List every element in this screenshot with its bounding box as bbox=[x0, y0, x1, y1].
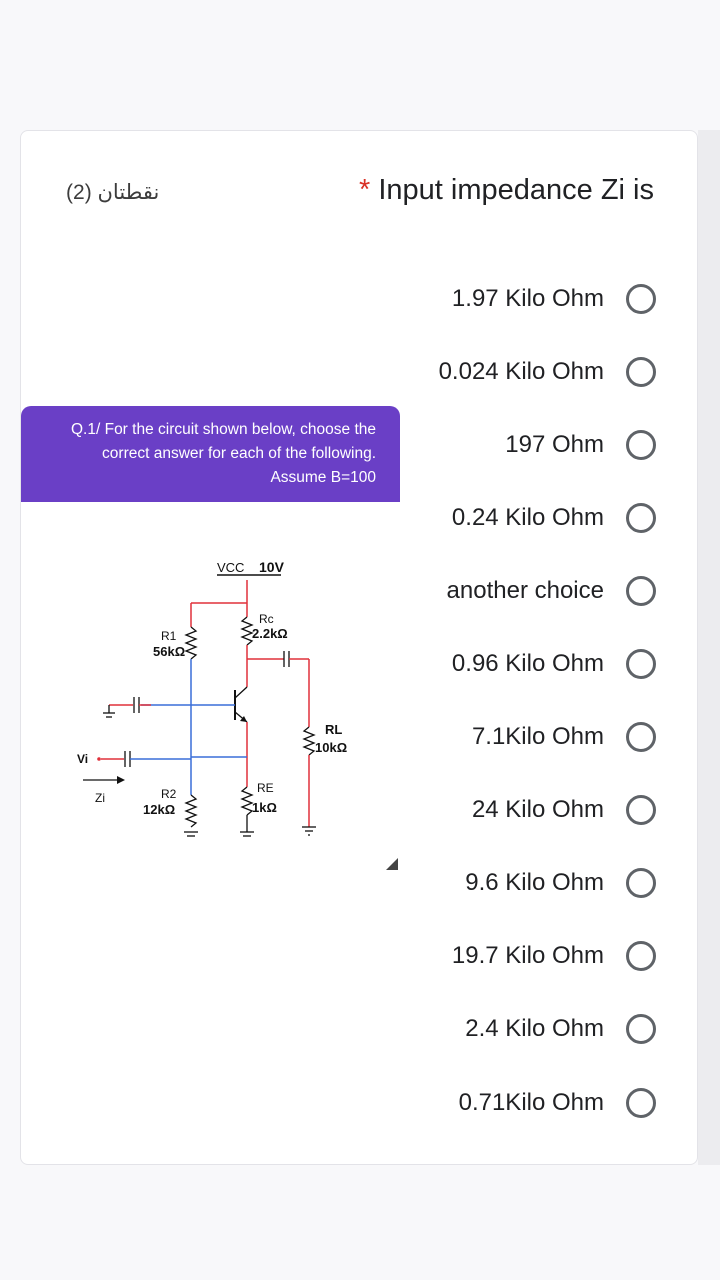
vi-label: Vi bbox=[77, 752, 89, 766]
option-label: 0.71Kilo Ohm bbox=[458, 1088, 604, 1116]
r2-resistor bbox=[186, 795, 196, 827]
r2-value: 12kΩ bbox=[143, 802, 176, 817]
option-8[interactable] bbox=[336, 774, 656, 847]
banner-line-1: Q.1/ For the circuit shown below, choose the bbox=[71, 421, 376, 438]
vcc-value: 10V bbox=[259, 559, 284, 575]
radio-button[interactable] bbox=[626, 1088, 656, 1118]
r2-label: R2 bbox=[161, 787, 177, 801]
option-9[interactable] bbox=[336, 847, 656, 920]
banner-line-2: correct answer for each of the following. bbox=[102, 445, 376, 462]
rl-value: 10kΩ bbox=[315, 740, 348, 755]
radio-button[interactable] bbox=[626, 357, 656, 387]
radio-button[interactable] bbox=[626, 284, 656, 314]
option-label: 19.7 Kilo Ohm bbox=[451, 942, 604, 970]
banner-line-3: Assume B=100 bbox=[270, 469, 376, 486]
rc-value: 2.2kΩ bbox=[252, 626, 288, 641]
rl-label: RL bbox=[325, 722, 343, 737]
re-label: RE bbox=[257, 781, 274, 795]
option-label: 0.024 Kilo Ohm bbox=[438, 357, 604, 385]
option-5[interactable] bbox=[336, 554, 656, 627]
re-resistor bbox=[242, 787, 252, 815]
transistor-collector bbox=[235, 687, 247, 698]
option-7[interactable] bbox=[336, 701, 656, 774]
option-10[interactable] bbox=[336, 920, 656, 993]
radio-button[interactable] bbox=[626, 722, 656, 752]
required-asterisk: * bbox=[359, 174, 371, 206]
vcc-label: VCC bbox=[217, 560, 245, 575]
r1-resistor bbox=[186, 627, 196, 659]
option-2[interactable] bbox=[336, 335, 656, 408]
option-3[interactable] bbox=[336, 408, 656, 481]
option-label: 9.6 Kilo Ohm bbox=[465, 869, 604, 897]
radio-button[interactable] bbox=[626, 941, 656, 971]
question-text: Input impedance Zi is bbox=[378, 174, 654, 206]
option-12[interactable] bbox=[336, 1066, 656, 1139]
option-1[interactable] bbox=[336, 262, 656, 335]
radio-button[interactable] bbox=[626, 649, 656, 679]
radio-button[interactable] bbox=[626, 1014, 656, 1044]
radio-button[interactable] bbox=[626, 430, 656, 460]
radio-button[interactable] bbox=[626, 576, 656, 606]
radio-button[interactable] bbox=[626, 868, 656, 898]
vi-terminal bbox=[97, 757, 101, 761]
option-label: 2.4 Kilo Ohm bbox=[465, 1015, 604, 1043]
option-label: 197 Ohm bbox=[505, 430, 604, 458]
options-list bbox=[336, 262, 656, 1139]
scroll-track bbox=[698, 130, 720, 1165]
zi-label: Zi bbox=[95, 791, 105, 805]
option-4[interactable] bbox=[336, 481, 656, 554]
option-label: 0.24 Kilo Ohm bbox=[451, 503, 604, 531]
rc-resistor bbox=[242, 617, 252, 645]
question-title bbox=[359, 174, 654, 207]
rc-label: Rc bbox=[259, 612, 274, 626]
r1-label: R1 bbox=[161, 629, 177, 643]
re-value: 1kΩ bbox=[252, 800, 277, 815]
r1-value: 56kΩ bbox=[153, 644, 186, 659]
option-6[interactable] bbox=[336, 627, 656, 700]
points-label: نقطتان (2) bbox=[66, 181, 160, 204]
rl-resistor bbox=[304, 727, 314, 755]
option-label: 7.1Kilo Ohm bbox=[471, 723, 604, 751]
option-label: 0.96 Kilo Ohm bbox=[451, 650, 604, 678]
zi-arrow-head bbox=[117, 776, 125, 784]
radio-button[interactable] bbox=[626, 795, 656, 825]
option-11[interactable] bbox=[336, 993, 656, 1066]
radio-button[interactable] bbox=[626, 503, 656, 533]
option-label: another choice bbox=[446, 576, 604, 604]
option-label: 1.97 Kilo Ohm bbox=[451, 284, 604, 312]
option-label: 24 Kilo Ohm bbox=[471, 796, 604, 824]
